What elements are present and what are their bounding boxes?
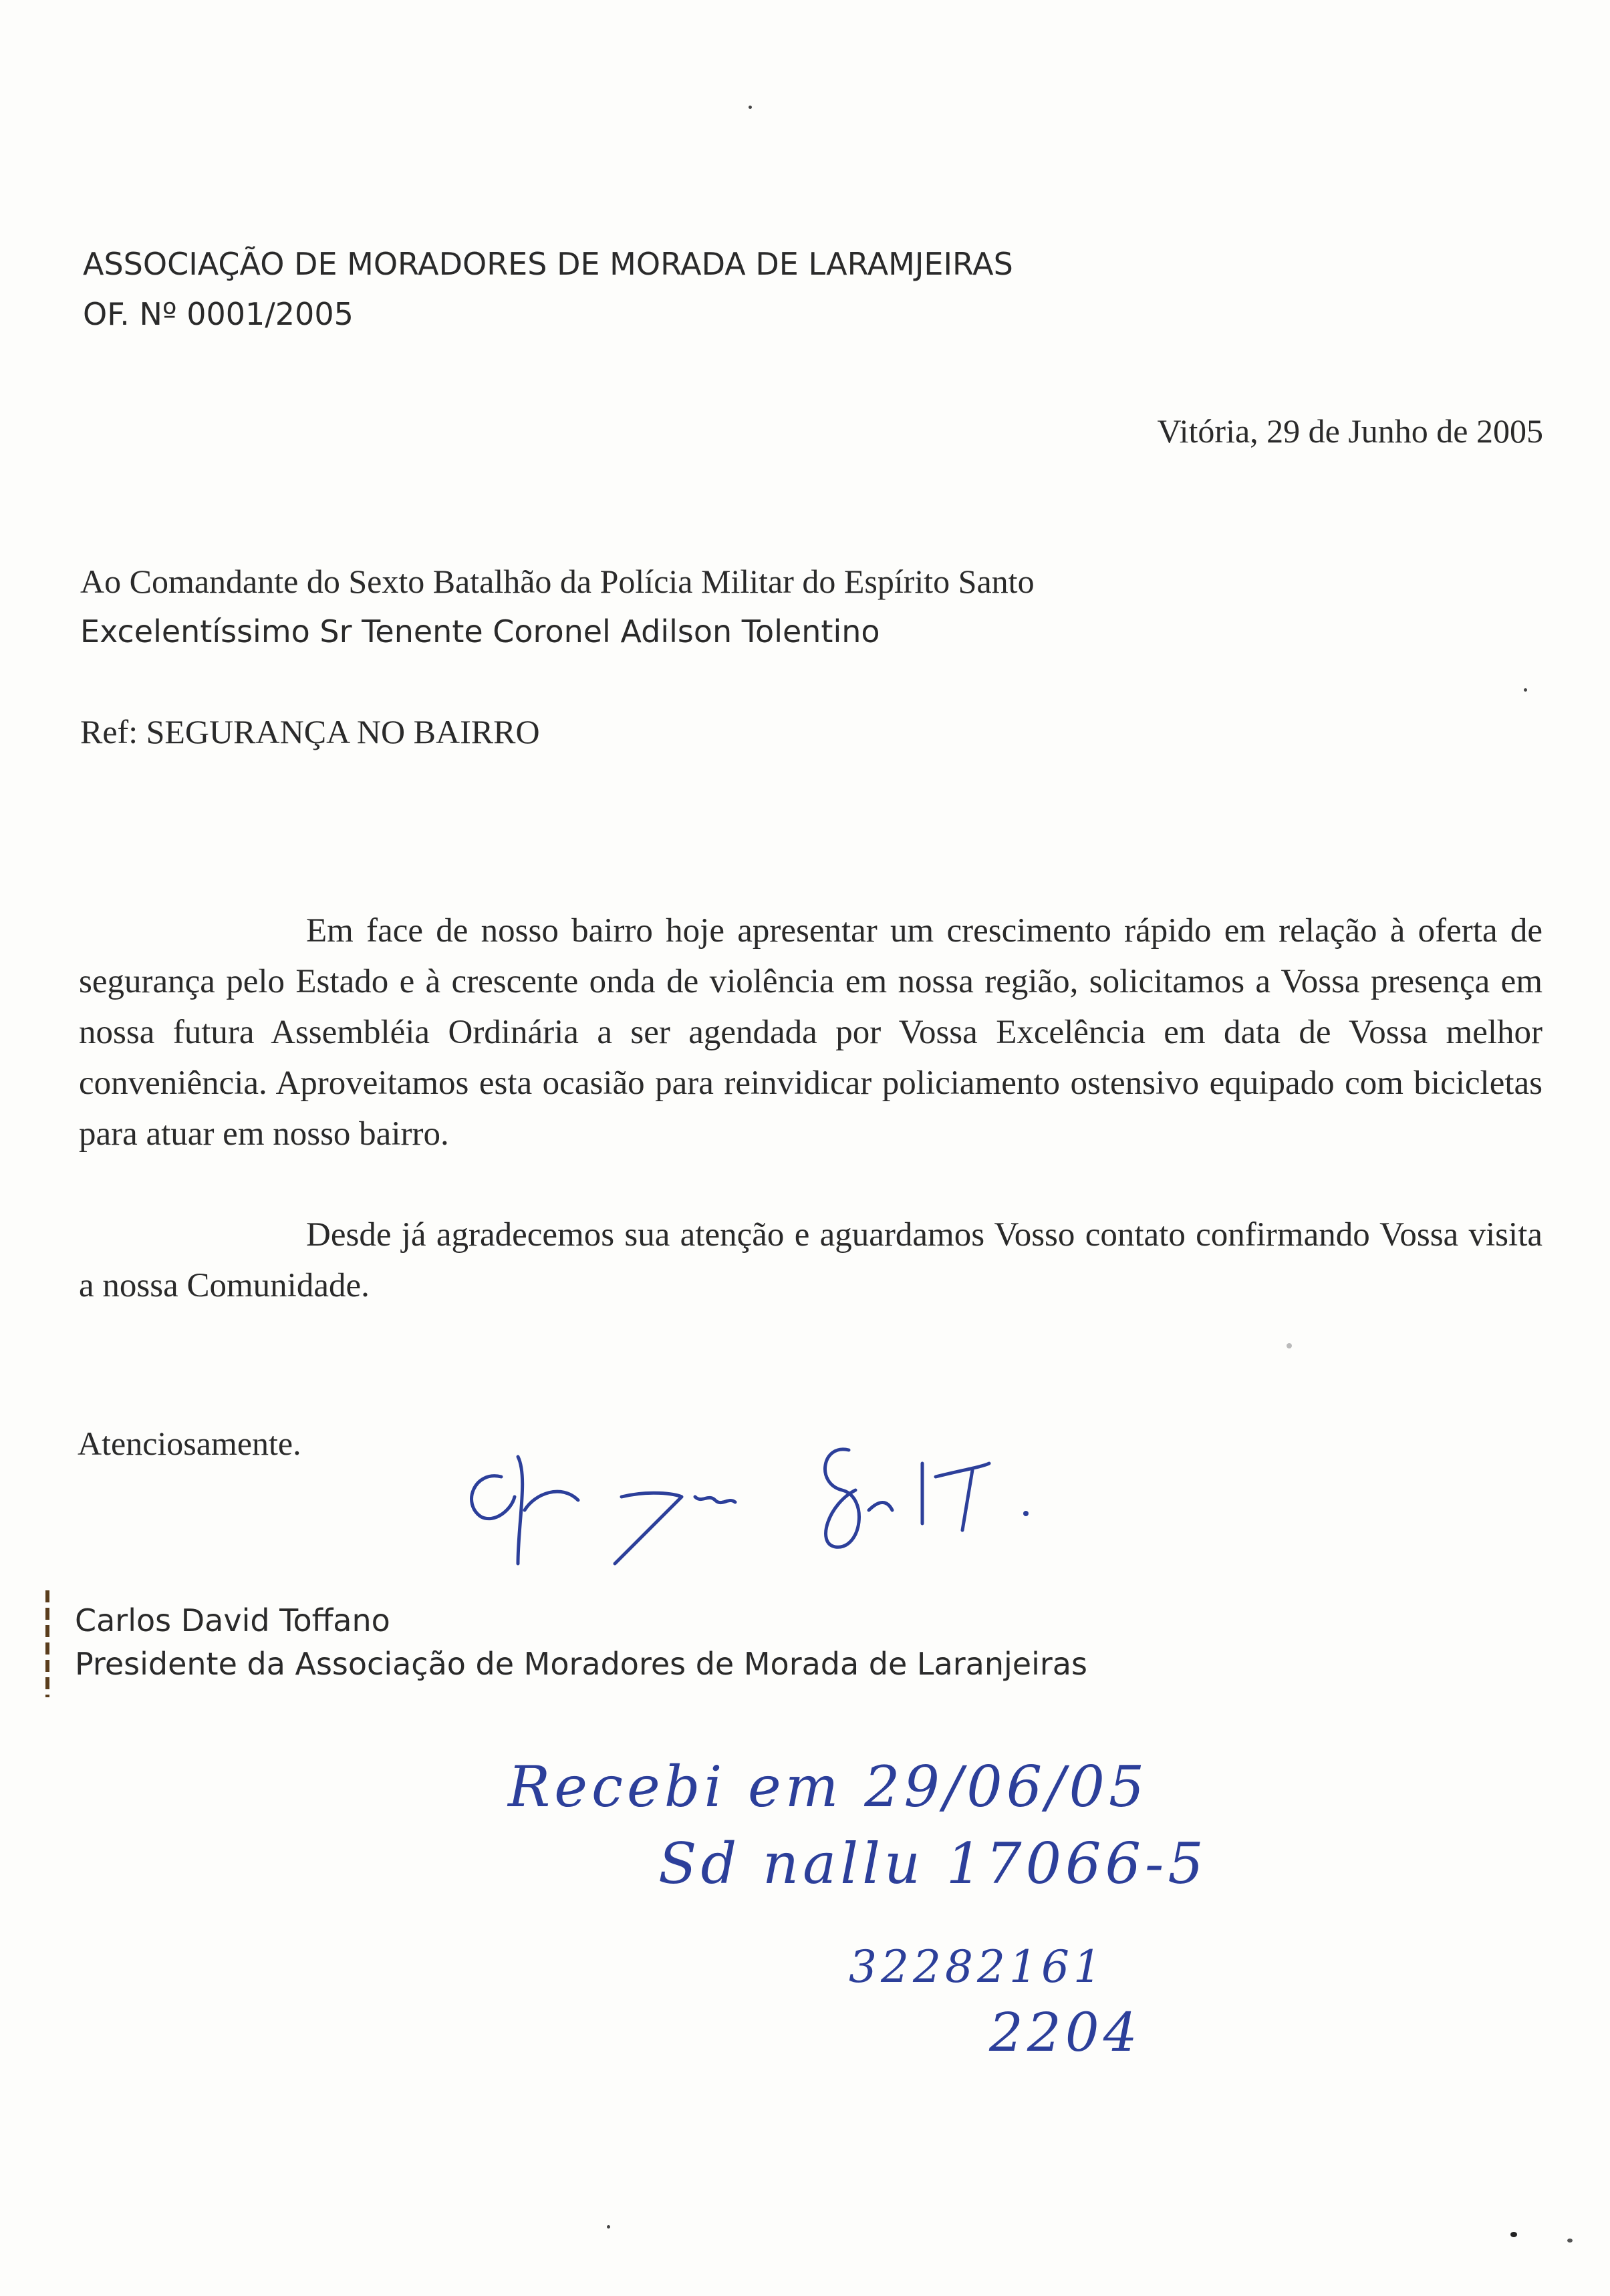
scan-speck	[1287, 1343, 1292, 1348]
body-paragraph-2-text: Desde já agradecemos sua atenção e aguardamos Vosso contato confirmando Vossa visita a nossa Comunidade.	[79, 1216, 1542, 1304]
scan-speck	[1524, 688, 1527, 692]
body-paragraph-1-text: Em face de nosso bairro hoje apresentar um crescimento rápido em relação à oferta de segurança pelo Estado e à crescente onda de violência em nossa região, solicitamos a Vossa presença em nossa futura Assembléia Ordinária a ser agendada por Vossa Excelência em data de Vossa melhor conveniência. Aproveitamos esta ocasião para reinvidicar policiamento ostensivo equipado com bicicletas para atuar em nosso bairro.	[79, 912, 1542, 1153]
signatory-title: Presidente da Associação de Moradores de Morada de Laranjeiras	[75, 1646, 1087, 1682]
scan-speck	[749, 106, 752, 109]
closing-line: Atenciosamente.	[78, 1425, 301, 1462]
handwritten-receipt-line-3: 32282161	[849, 1941, 1105, 1993]
association-heading: ASSOCIAÇÃO DE MORADORES DE MORADA DE LARAMJEIRAS	[83, 246, 1013, 282]
recipient-line-2: Excelentíssimo Sr Tenente Coronel Adilson Tolentino	[80, 613, 880, 650]
binding-mark-icon	[41, 1590, 53, 1697]
scan-speck	[607, 2225, 610, 2229]
scan-speck	[1567, 2239, 1573, 2243]
body-paragraph-2	[79, 1209, 1542, 1311]
recipient-line-1: Ao Comandante do Sexto Batalhão da Polícia Militar do Espírito Santo	[80, 563, 1035, 600]
body-paragraph-1	[79, 905, 1542, 1159]
handwritten-receipt-line-1: Recebi em 29/06/05	[508, 1754, 1149, 1820]
handwritten-receipt-line-4: 2204	[989, 2001, 1142, 2063]
office-number: OF. Nº 0001/2005	[83, 296, 354, 332]
date-line: Vitória, 29 de Junho de 2005	[1157, 412, 1543, 450]
signature-icon	[454, 1430, 1056, 1584]
reference-line: Ref: SEGURANÇA NO BAIRRO	[80, 713, 540, 750]
scan-speck	[1510, 2232, 1517, 2237]
handwritten-receipt-line-2: Sd nallu 17066-5	[658, 1831, 1208, 1896]
signatory-name: Carlos David Toffano	[75, 1602, 390, 1638]
